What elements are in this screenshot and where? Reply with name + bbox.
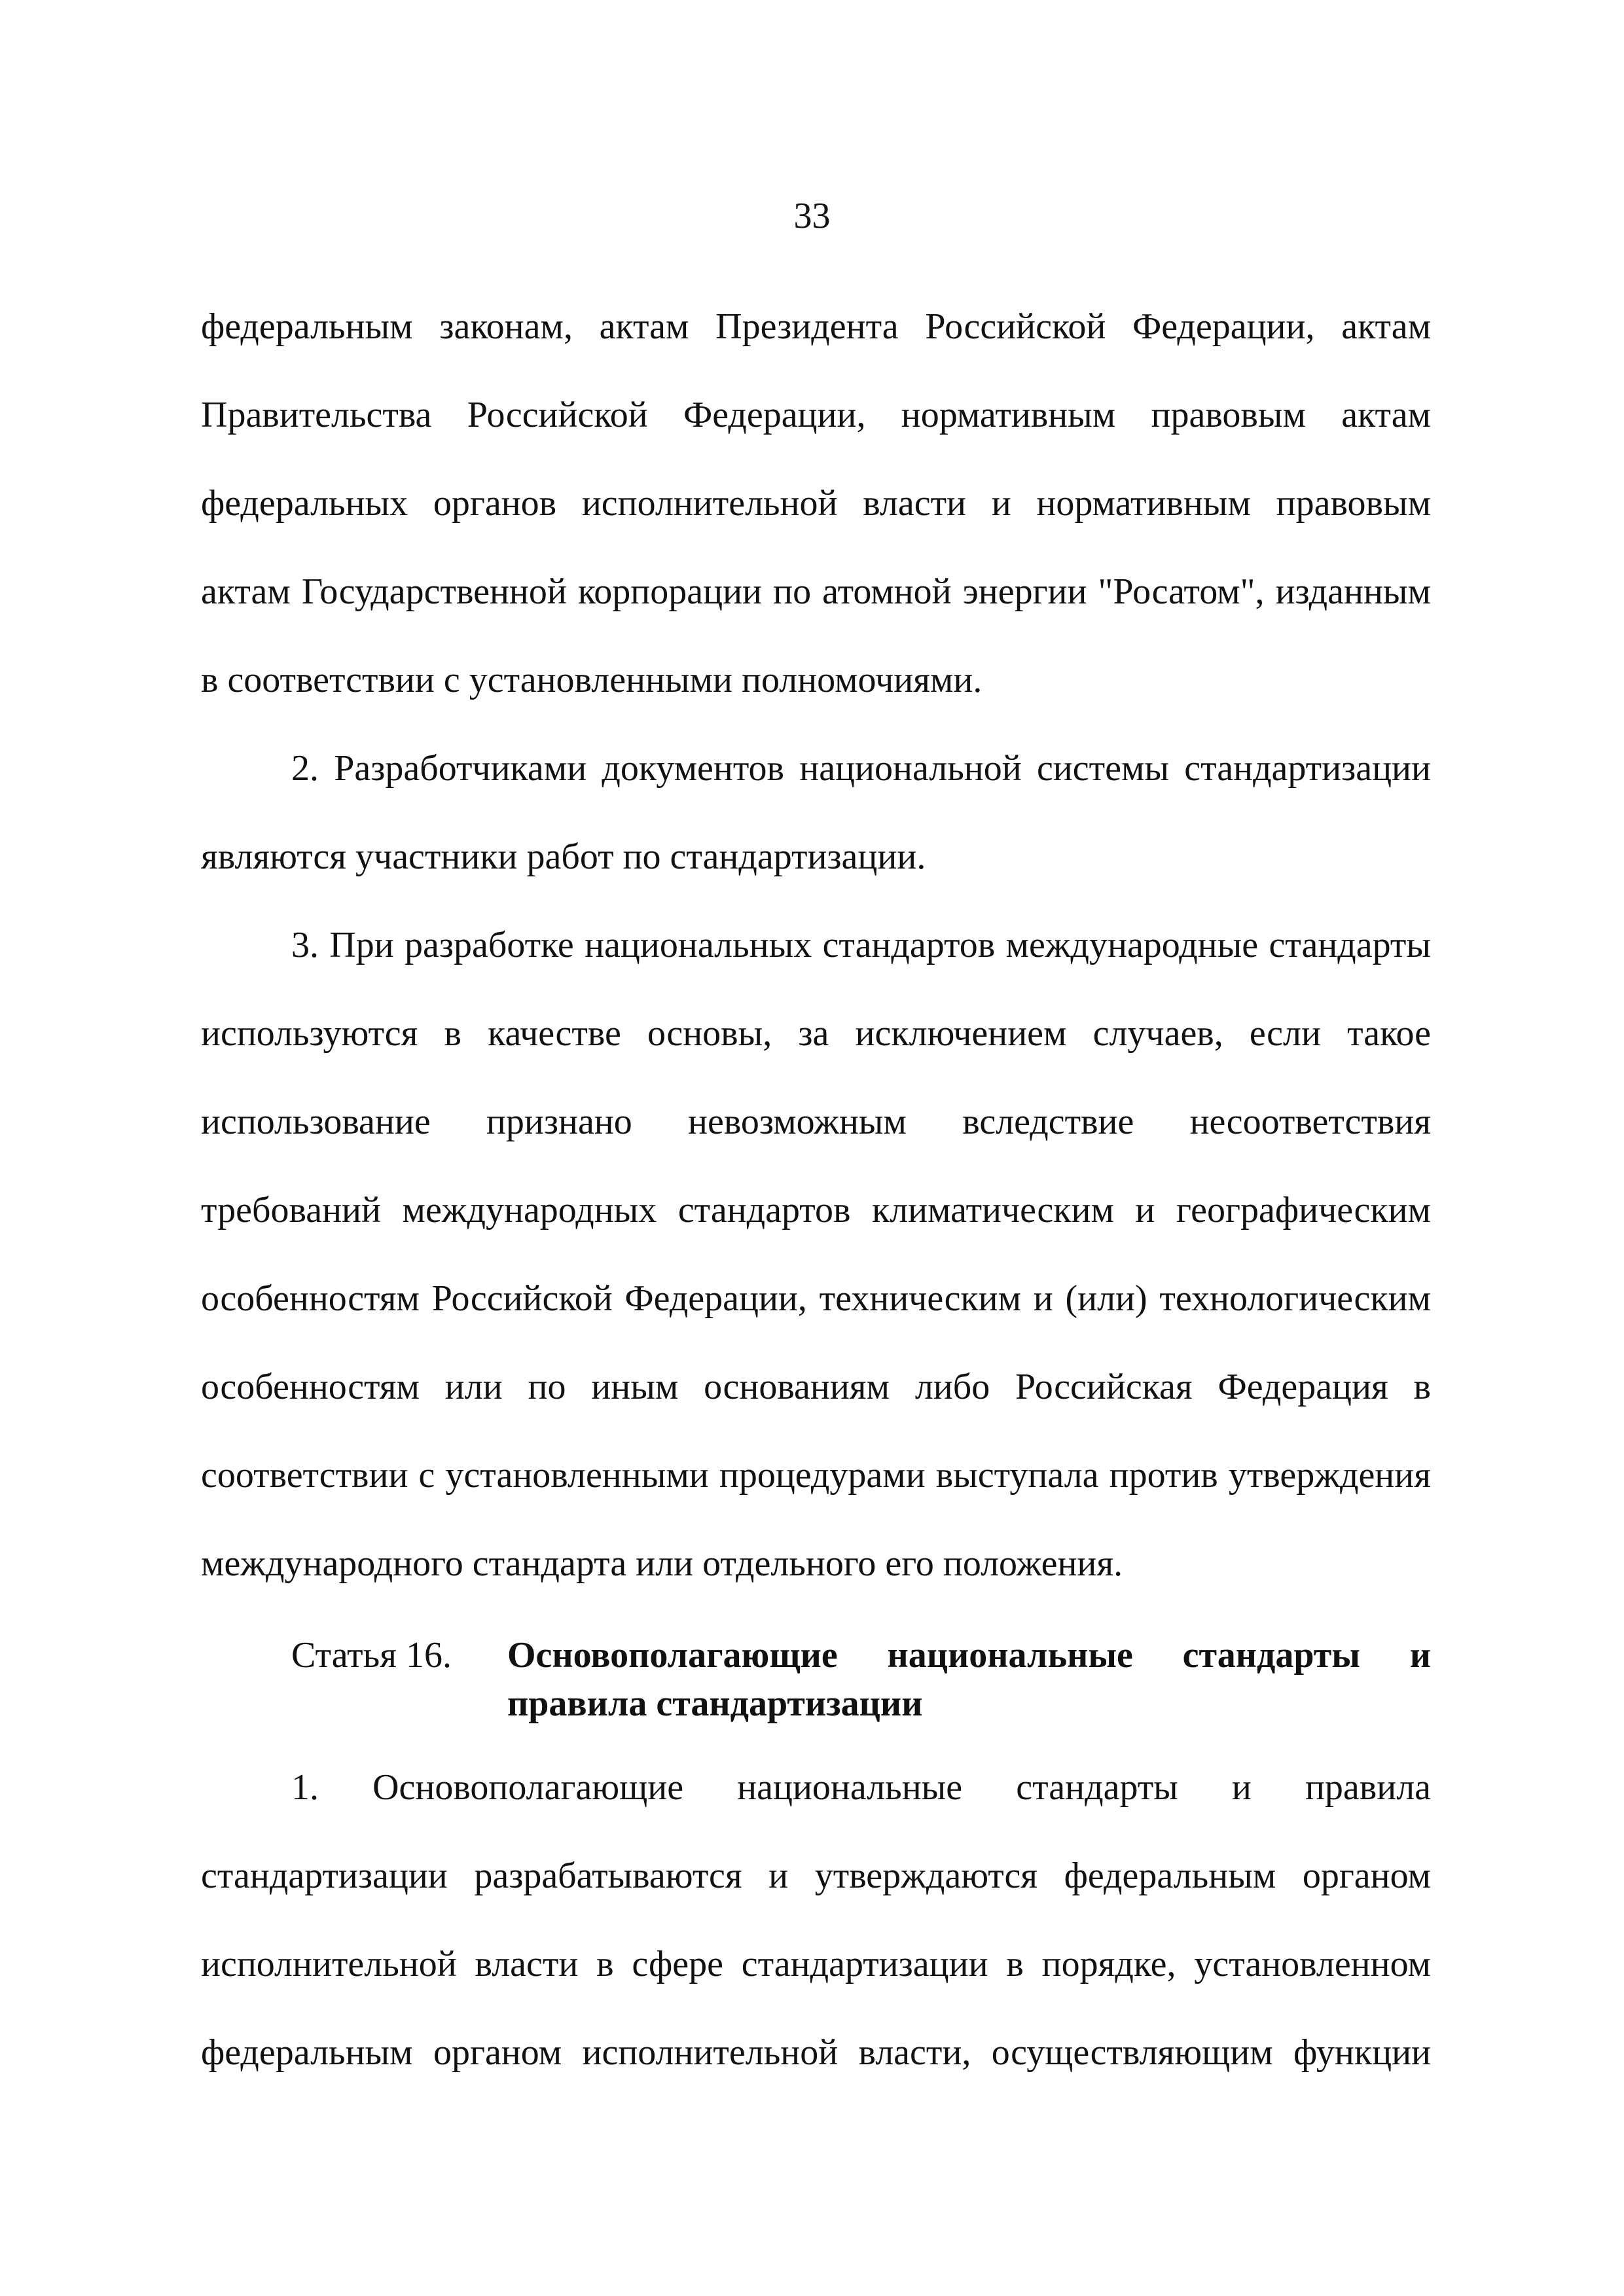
paragraph-item-3: 3. При разработке национальных стандартов международные стандарты используются в качестве основы, за исключением случаев, если такое использование признано невозможным вследствие несоответствия требований международных стандартов климатическим и географическим особенностям Российской Федерации, техническим и (или) технологическим особенностям или по иным основаниям либо Российская Федерация в соответствии с установленными процедурами выступала против утверждения международного стандарта или отдельного его положения. [201,925,1431,1584]
document-body [201,283,1431,2097]
paragraph-item-2: 2. Разработчиками документов национальной системы стандартизации являются участники работ по стандартизации. [201,748,1431,877]
article-heading [201,1609,1431,1728]
article-number: Статья 16. [291,1635,452,1676]
article-title: Основополагающие национальные стандарты и правила стандартизации [507,1635,1431,1724]
article-paragraph-item-1: 1. Основополагающие национальные стандарты и правила стандартизации разрабатываются и утверждаются федеральным органом исполнительной власти в сфере стандартизации в порядке, установленном федеральным органом исполнительной власти, осуществляющим функции [201,1767,1431,2073]
paragraph-continuation: федеральным законам, актам Президента Российской Федерации, актам Правительства Российской Федерации, нормативным правовым актам федеральных органов исполнительной власти и нормативным правовым актам Государственной корпорации по атомной энергии "Росатом", изданным в соответствии с установленными полномочиями. [201,306,1431,700]
page-number: 33 [793,196,831,236]
